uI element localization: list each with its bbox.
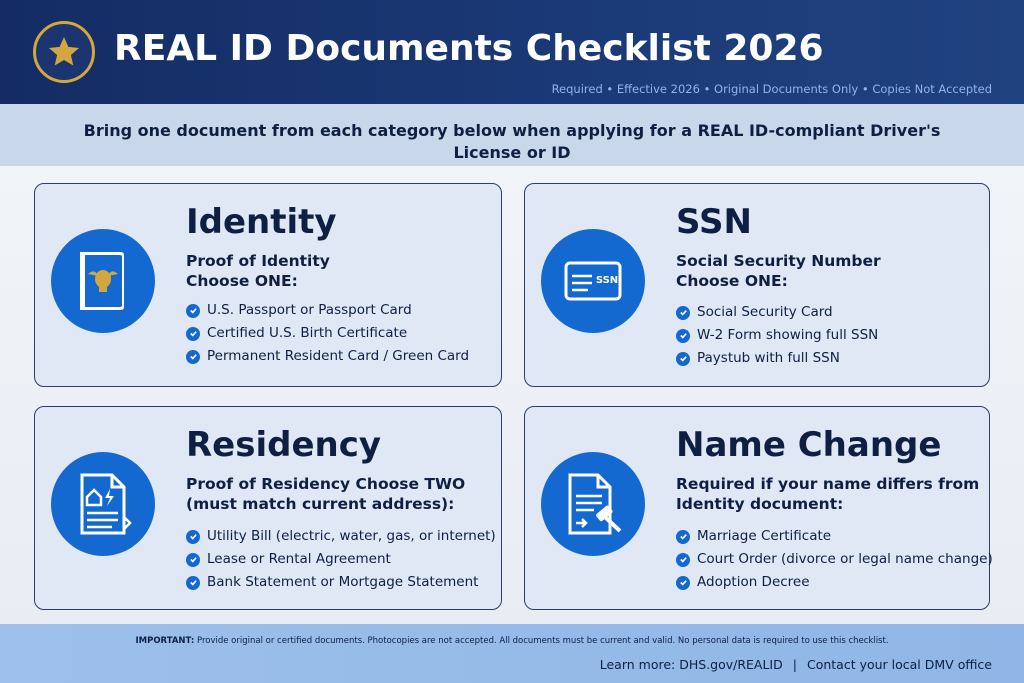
footer-separator: | [792,657,797,672]
name-change-subtitle-line2: Identity document: [676,495,844,513]
star-seal-icon [33,21,95,83]
identity-subtitle [186,251,496,291]
list-item-label: W-2 Form showing full SSN [697,327,879,343]
residency-subtitle [186,474,506,514]
intro-text: Bring one document from each category below when applying for a REAL ID-compliant Driver's License or ID [83,121,941,162]
list-item-label: Social Security Card [697,304,833,320]
ssn-card [524,183,990,387]
learn-more-link[interactable]: Learn more: DHS.gov/REALID [599,657,783,672]
residency-document-icon [51,452,155,556]
name-change-list [676,525,993,594]
list-item-label: Utility Bill (electric, water, gas, or internet) [207,528,496,544]
list-item-label: Court Order (divorce or legal name change) [697,551,993,567]
list-item [186,299,469,322]
name-change-title: Name Change [676,425,942,465]
ssn-list [676,301,878,370]
intro-band [0,104,1024,166]
important-text: Provide original or certified documents. Photocopies are not accepted. All documents must be current and valid. No personal data is required to use this checklist. [194,636,889,646]
important-label: IMPORTANT: [135,636,195,646]
ssn-card-icon [541,229,645,333]
check-icon [676,329,690,343]
check-icon [186,576,200,590]
list-item [186,548,496,571]
list-item-label: Paystub with full SSN [697,350,840,366]
list-item [676,324,878,347]
identity-title: Identity [186,202,337,242]
check-icon [186,304,200,318]
contact-dmv-text: Contact your local DMV office [806,657,992,672]
check-icon [186,553,200,567]
check-icon [186,350,200,364]
residency-title: Residency [186,425,382,465]
identity-subtitle-line1: Proof of Identity [186,252,330,270]
passport-icon [51,229,155,333]
ssn-title: SSN [676,202,752,242]
list-item [676,548,993,571]
list-item-label: Bank Statement or Mortgage Statement [207,574,479,590]
list-item [676,347,878,370]
ssn-subtitle [676,251,986,291]
list-item-label: Certified U.S. Birth Certificate [207,325,408,341]
name-change-subtitle-line1: Required if your name differs from [676,475,980,493]
list-item-label: Lease or Rental Agreement [207,551,391,567]
list-item-label: Permanent Resident Card / Green Card [207,348,470,364]
list-item [186,345,469,368]
list-item [186,571,496,594]
list-item-label: U.S. Passport or Passport Card [207,302,412,318]
check-icon [186,327,200,341]
footer-links [600,657,992,672]
residency-list [186,525,496,594]
header-banner [0,0,1024,104]
ssn-subtitle-line2: Choose ONE: [676,272,788,290]
list-item [186,525,496,548]
residency-card [34,406,502,610]
check-icon [676,306,690,320]
check-icon [676,576,690,590]
residency-subtitle-line2: (must match current address): [186,495,455,513]
list-item [676,571,993,594]
page-title: REAL ID Documents Checklist 2026 [114,28,824,69]
ssn-icon-text: SSN [595,275,619,286]
check-icon [676,530,690,544]
list-item [676,301,878,324]
footer-band [0,624,1024,683]
list-item [676,525,993,548]
page-subtitle: Required • Effective 2026 • Original Documents Only • Copies Not Accepted [551,82,992,96]
important-notice [0,636,1024,646]
name-change-subtitle [676,474,986,514]
identity-subtitle-line2: Choose ONE: [186,272,298,290]
list-item-label: Adoption Decree [697,574,810,590]
check-icon [676,352,690,366]
ssn-subtitle-line1: Social Security Number [676,252,881,270]
identity-card [34,183,502,387]
residency-subtitle-line1: Proof of Residency Choose TWO [186,475,466,493]
name-change-card [524,406,993,610]
list-item [186,322,469,345]
check-icon [186,530,200,544]
check-icon [676,553,690,567]
list-item-label: Marriage Certificate [697,528,832,544]
identity-list [186,299,469,368]
legal-document-gavel-icon [541,452,645,556]
